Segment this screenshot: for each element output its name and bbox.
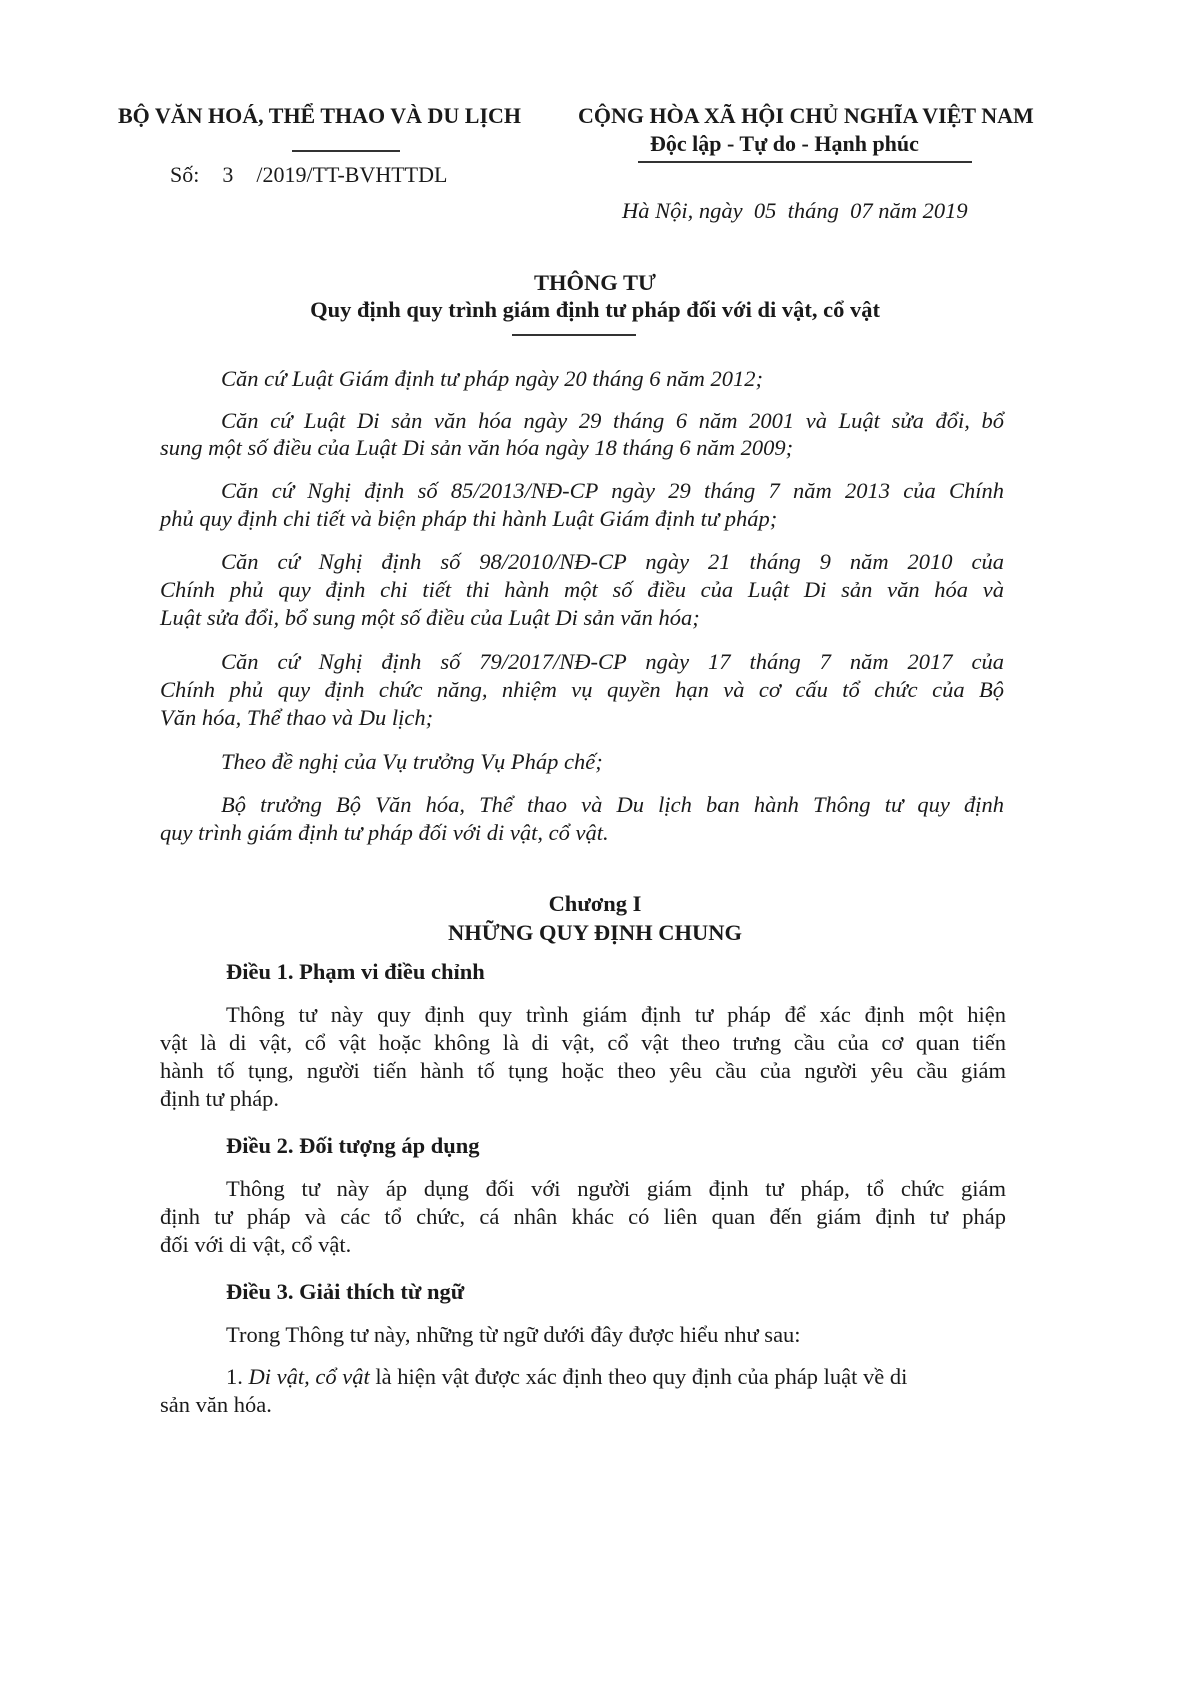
item-number: 1. <box>226 1364 243 1389</box>
preamble-line: Chính phủ quy định chi tiết thi hành một số điều của Luật Di sản văn hóa và <box>160 577 1004 602</box>
article-heading: Điều 1. Phạm vi điều chỉnh <box>226 959 485 984</box>
article-line: đối với di vật, cổ vật. <box>160 1232 352 1257</box>
preamble-line: Chính phủ quy định chức năng, nhiệm vụ quyền hạn và cơ cấu tổ chức của Bộ <box>160 677 1004 702</box>
article-line: định tư pháp và các tổ chức, cá nhân khác có liên quan đến giám định tư pháp <box>160 1204 1006 1229</box>
article-line: Thông tư này quy định quy trình giám định tư pháp để xác định một hiện <box>226 1002 1006 1027</box>
ministry-name: BỘ VĂN HOÁ, THỂ THAO VÀ DU LỊCH <box>118 103 522 128</box>
document-number <box>170 162 447 188</box>
article-heading: Điều 2. Đối tượng áp dụng <box>226 1133 480 1158</box>
national-motto: Độc lập - Tự do - Hạnh phúc <box>650 131 919 156</box>
motto-underline <box>638 161 972 163</box>
doc-number-suffix: /2019/TT-BVHTTDL <box>256 162 448 187</box>
article-line: hành tố tụng, người tiến hành tố tụng hoặc theo yêu cầu của người yêu cầu giám <box>160 1058 1006 1083</box>
item-term: Di vật, cổ vật <box>248 1364 370 1389</box>
item-definition: là hiện vật được xác định theo quy định của pháp luật về di <box>375 1364 908 1389</box>
doc-number-prefix: Số: <box>170 162 200 187</box>
chapter-number: Chương I <box>548 891 642 916</box>
article-heading: Điều 3. Giải thích từ ngữ <box>226 1279 465 1304</box>
preamble-line: Căn cứ Nghị định số 79/2017/NĐ-CP ngày 17 tháng 7 năm 2017 của <box>221 649 1004 674</box>
preamble-line: Luật sửa đổi, bổ sung một số điều của Luật Di sản văn hóa; <box>160 605 700 630</box>
chapter-title: NHỮNG QUY ĐỊNH CHUNG <box>448 920 742 945</box>
article-line: Thông tư này áp dụng đối với người giám định tư pháp, tổ chức giám <box>226 1176 1006 1201</box>
doc-number-value: 3 <box>222 162 234 187</box>
preamble-line: Căn cứ Nghị định số 85/2013/NĐ-CP ngày 29 tháng 7 năm 2013 của Chính <box>221 478 1004 503</box>
preamble-line: quy trình giám định tư pháp đối với di vật, cổ vật. <box>160 820 609 845</box>
preamble-line: sung một số điều của Luật Di sản văn hóa ngày 18 tháng 6 năm 2009; <box>160 435 794 460</box>
preamble-line: phủ quy định chi tiết và biện pháp thi hành Luật Giám định tư pháp; <box>160 506 778 531</box>
document-subject: Quy định quy trình giám định tư pháp đối với di vật, cổ vật <box>310 297 880 322</box>
article-line: định tư pháp. <box>160 1086 280 1111</box>
preamble-line: Văn hóa, Thể thao và Du lịch; <box>160 705 434 730</box>
article-line: vật là di vật, cổ vật hoặc không là di vật, cổ vật theo trưng cầu của cơ quan tiến <box>160 1030 1006 1055</box>
country-name: CỘNG HÒA XÃ HỘI CHỦ NGHĨA VIỆT NAM <box>578 103 1034 128</box>
definition-item-continued: sản văn hóa. <box>160 1392 272 1417</box>
document-type: THÔNG TƯ <box>534 270 656 295</box>
place-date: Hà Nội, ngày 05 tháng 07 năm 2019 <box>622 198 968 223</box>
article-intro: Trong Thông tư này, những từ ngữ dưới đây được hiểu như sau: <box>226 1322 801 1347</box>
preamble-line: Căn cứ Nghị định số 98/2010/NĐ-CP ngày 21 tháng 9 năm 2010 của <box>221 549 1004 574</box>
preamble-line: Bộ trưởng Bộ Văn hóa, Thể thao và Du lịch ban hành Thông tư quy định <box>221 792 1004 817</box>
ministry-underline <box>292 150 400 152</box>
definition-item <box>226 1364 907 1390</box>
title-underline <box>512 334 636 336</box>
preamble-line: Theo đề nghị của Vụ trưởng Vụ Pháp chế; <box>221 749 603 774</box>
preamble-line: Căn cứ Luật Giám định tư pháp ngày 20 tháng 6 năm 2012; <box>221 366 764 391</box>
preamble-line: Căn cứ Luật Di sản văn hóa ngày 29 tháng 6 năm 2001 và Luật sửa đổi, bổ <box>221 408 1004 433</box>
